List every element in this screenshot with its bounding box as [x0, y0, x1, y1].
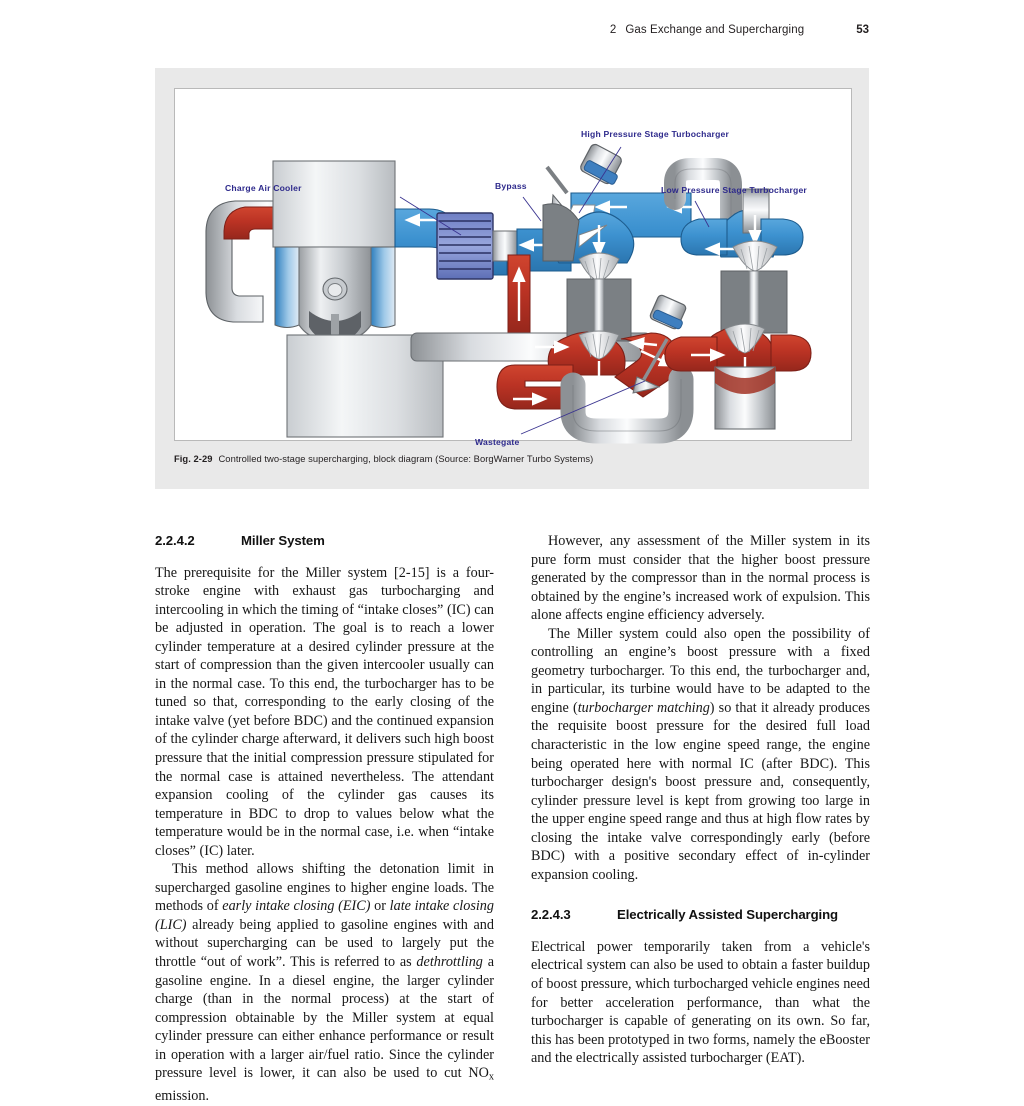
running-head: [155, 20, 869, 40]
text-run: The Miller system could also open the possibility of controlling an engine’s boost pressure with a fixed geometry turbocharger. To this end, the turbocharger and, in particular, its turbine would have to be adapted to the engine (: [531, 625, 870, 716]
subscript-x: x: [488, 1071, 494, 1083]
two-stage-supercharging-diagram: [175, 89, 851, 447]
engine-cylinder-assembly: [206, 161, 443, 437]
running-head-title: [610, 24, 804, 36]
paragraph: The prerequisite for the Miller system [2-15] is a four-stroke engine with exhaust gas turbocharging and intercooling in which the timing of “intake closes” (IC) can be adjusted in operation. The goal is to reach a lower cylinder temperature at a desired cylinder pressure at the start of compression than the given intercooler usually can in the normal case. To this end, the turbocharger has to be tuned so that, corresponding to the early closing of the intake valve (yet before BDC) and the continued expansion of the cylinder charge afterward, it delivers such high boost pressure that the initial compression pressure stipulated for the normal case is attained nevertheless. The attendant expansion cooling of the cylinder gas causes its temperature in BDC to drop to values below what the temperature would be in the normal case, i.e. when “intake closes” (IC) later.: [155, 564, 494, 859]
lp-turbo-shaft: [749, 271, 759, 333]
body-column-left: [155, 532, 494, 1106]
emphasis-turbocharger-matching: turbocharger matching: [577, 699, 710, 716]
paragraph: However, any assessment of the Miller system in its pure form must consider that the higher boost pressure generated by the compressor than in the normal process is obtained by the engine’s increased work of expulsion. This alone affects engine efficiency adversely.: [531, 533, 870, 624]
section-number: 2.2.4.2: [155, 533, 195, 548]
section-heading-2242: [155, 532, 494, 551]
running-head-chapter-title: Gas Exchange and Supercharging: [625, 24, 805, 36]
section-title: Electrically Assisted Supercharging: [617, 907, 839, 923]
label-charge-air-cooler: Charge Air Cooler: [225, 183, 302, 193]
label-wastegate: Wastegate: [475, 437, 520, 447]
figure-panel: [155, 68, 869, 489]
figure-caption-text: Controlled two-stage supercharging, block diagram (Source: BorgWarner Turbo Systems): [218, 453, 594, 464]
section-number: 2.2.4.3: [531, 907, 571, 923]
text-run: This method allows shifting the detonation limit in supercharged gasoline engines to higher engine loads. The methods of: [155, 861, 494, 915]
section-heading-2243: [531, 906, 870, 925]
label-high-pressure-stage-turbocharger: High Pressure Stage Turbocharger: [581, 129, 730, 139]
cylinder-liner-left: [275, 247, 299, 328]
paragraph: [531, 625, 870, 885]
lp-compressor-wheel: [733, 241, 777, 271]
section-title: Miller System: [241, 533, 325, 548]
paragraph: [155, 860, 494, 1106]
figure-image-frame: [174, 88, 852, 447]
cylinder-head: [273, 161, 395, 247]
text-run: or: [370, 898, 390, 915]
paragraph: Electrical power temporarily taken from a vehicle's electrical system can also be used to obtain a faster buildup of boost pressure, which turbocharged vehicle engines need for better acceleration performance, than what the turbocharger is capable of generating on its own. So far, this has been prototyped in two forms, namely the eBooster and the electrically assisted turbocharger (EAT).: [531, 938, 870, 1067]
emphasis-early-intake-closing: early intake closing (EIC): [222, 898, 371, 915]
lp-turbine-outlet: [771, 335, 811, 371]
cylinder-liner-right: [371, 247, 395, 328]
running-head-chapter-number: 2: [609, 24, 617, 36]
leader-bypass: [523, 197, 541, 221]
page-number: 53: [856, 24, 869, 36]
piston-pin-bore: [328, 284, 342, 297]
label-low-pressure-stage-turbocharger: Low Pressure Stage Turbocharger: [661, 185, 807, 195]
text-run: ) so that it already produces the requisite boost pressure for the desired full load characteristic in the low engine speed range, the engine being operated here with normal IC (after BDC). This turbocharger design's boost pressure and, consequently, cylinder pressure level is kept from growing too large in the upper engine speed range and thus at high flow rates by closing the intake valve correspondingly early (before BDC) with a positive secondary effect of in-cylinder expansion cooling.: [531, 699, 871, 883]
label-bypass: Bypass: [495, 181, 527, 191]
bypass-actuator-rod: [547, 167, 567, 193]
figure-caption-number: Fig. 2-29: [174, 453, 213, 464]
emphasis-late-intake-closing: late intake closing (LIC): [155, 898, 494, 933]
emphasis-dethrottling: dethrottling: [416, 954, 483, 971]
text-run: emission.: [155, 1088, 209, 1105]
text-run: a gasoline engine. In a diesel engine, the larger cylinder charge (than in the normal process) at the start of compression obtainable by the Miller system at equal cylinder pressure can either enhance performance or result in operation with a larger air/fuel ratio. Since the cylinder pressure level is lower, it can also be used to cut NO: [155, 954, 494, 1082]
text-run: already being applied to gasoline engines with and without supercharging can be used to largely put the throttle “out of work”. This is referred to as: [155, 916, 494, 971]
figure-caption: [174, 453, 854, 464]
body-column-right: [531, 532, 870, 1068]
